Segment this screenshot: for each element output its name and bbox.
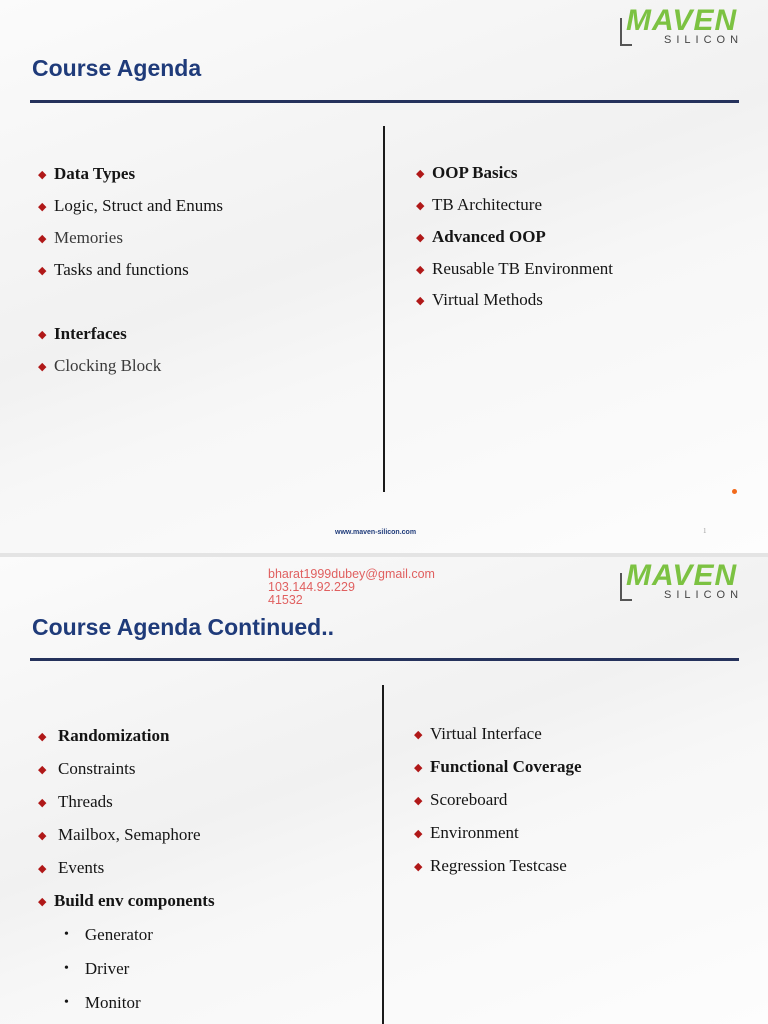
agenda-sub-item: • Driver (64, 959, 130, 978)
slide-title: Course Agenda Continued.. (32, 614, 334, 640)
agenda-item: ◆ Clocking Block (38, 356, 162, 375)
logo-subtitle: SILICON (664, 589, 744, 601)
watermark-ip: 103.144.92.229 (268, 580, 355, 594)
watermark-email: bharat1999dubey@gmail.com (268, 567, 435, 581)
agenda-item: ◆ Mailbox, Semaphore (38, 825, 201, 844)
diamond-bullet-icon: ◆ (38, 862, 47, 875)
slide-course-agenda-continued (0, 557, 768, 1024)
page-mark: 1 (703, 527, 707, 535)
logo-subtitle: SILICON (664, 34, 744, 46)
diamond-bullet-icon: ◆ (38, 232, 47, 245)
maven-silicon-logo (600, 559, 750, 607)
slide-title: Course Agenda (32, 55, 202, 81)
diamond-bullet-icon: ◆ (38, 360, 47, 373)
diamond-bullet-icon: ◆ (38, 796, 47, 809)
agenda-item: ◆ Data Types (38, 164, 136, 183)
agenda-item: ◆ Functional Coverage (414, 757, 582, 776)
diamond-bullet-icon: ◆ (38, 730, 47, 743)
agenda-item: ◆ Build env components (38, 891, 215, 910)
diamond-bullet-icon: ◆ (38, 264, 47, 277)
diamond-bullet-icon: ◆ (38, 328, 47, 341)
diamond-bullet-icon: ◆ (416, 231, 425, 244)
agenda-sub-item: • Monitor (64, 993, 141, 1012)
diamond-bullet-icon: ◆ (416, 294, 425, 307)
agenda-item: ◆ Regression Testcase (414, 856, 567, 875)
diamond-bullet-icon: ◆ (414, 860, 423, 873)
agenda-item: ◆ Threads (38, 792, 113, 811)
agenda-item: ◆ Memories (38, 228, 123, 247)
diamond-bullet-icon: ◆ (38, 829, 47, 842)
agenda-item: ◆ Reusable TB Environment (416, 259, 613, 278)
decorative-dot (732, 489, 737, 494)
watermark-code: 41532 (268, 593, 303, 607)
diamond-bullet-icon: ◆ (416, 263, 425, 276)
agenda-item: ◆ Environment (414, 823, 519, 842)
column-divider (383, 126, 385, 492)
agenda-sub-item: • Generator (64, 925, 153, 944)
diamond-bullet-icon: ◆ (38, 895, 47, 908)
agenda-item: ◆ Constraints (38, 759, 136, 778)
title-divider (30, 100, 739, 103)
agenda-item: ◆ Advanced OOP (416, 227, 546, 246)
footer-url: www.maven-silicon.com (335, 529, 417, 536)
diamond-bullet-icon: ◆ (38, 168, 47, 181)
user-watermark (268, 568, 435, 607)
agenda-item: ◆ OOP Basics (416, 163, 518, 182)
agenda-item: ◆ Randomization (38, 726, 170, 745)
diamond-bullet-icon: ◆ (38, 763, 47, 776)
diamond-bullet-icon: ◆ (414, 761, 423, 774)
agenda-item: ◆ TB Architecture (416, 195, 542, 214)
diamond-bullet-icon: ◆ (416, 199, 425, 212)
agenda-item: ◆ Scoreboard (414, 790, 508, 809)
logo-wordmark: MAVEN (626, 4, 738, 37)
column-divider (382, 685, 384, 1024)
agenda-item: ◆ Interfaces (38, 324, 127, 343)
agenda-item: ◆ Virtual Interface (414, 724, 542, 743)
dot-bullet-icon: • (64, 927, 69, 942)
diamond-bullet-icon: ◆ (416, 167, 425, 180)
diamond-bullet-icon: ◆ (414, 728, 423, 741)
agenda-item: ◆ Tasks and functions (38, 260, 189, 279)
diamond-bullet-icon: ◆ (38, 200, 47, 213)
agenda-item: ◆ Logic, Struct and Enums (38, 196, 224, 215)
diamond-bullet-icon: ◆ (414, 827, 423, 840)
dot-bullet-icon: • (64, 995, 69, 1010)
diamond-bullet-icon: ◆ (414, 794, 423, 807)
maven-silicon-logo (600, 4, 750, 52)
dot-bullet-icon: • (64, 961, 69, 976)
logo-wordmark: MAVEN (626, 559, 738, 592)
agenda-item: ◆ Virtual Methods (416, 290, 543, 309)
agenda-item: ◆ Events (38, 858, 105, 877)
title-divider (30, 658, 739, 661)
